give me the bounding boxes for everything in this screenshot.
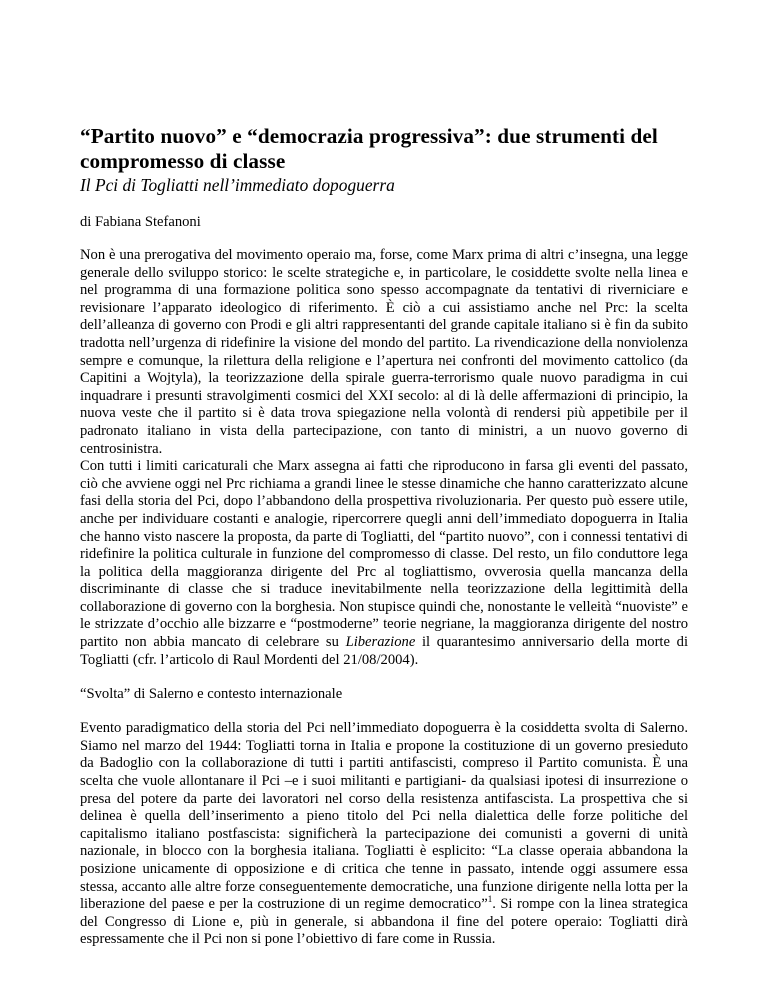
paragraph-2-text-a: Con tutti i limiti caricaturali che Marx assegna ai fatti che riproducono in farsa gli eventi del passato, ciò che avviene oggi nel Prc richiama a grandi linee le stesse dinamiche che hanno caratterizzato alcune fasi della storia del Pci, dopo l’abbandono della prospettiva rivoluzionaria. Per questo può essere utile, anche per individuare costanti e analogie, ripercorrere quegli anni dell’immediato dopoguerra in Italia che hanno visto nascere la proposta, da parte di Togliatti, del “partito nuovo”, con i connessi tentativi di ridefinire la politica culturale in funzione del compromesso di classe. Del resto, un filo conduttore lega la politica della maggioranza dirigente del Prc al togliattismo, ovverosia quella mancanza della discriminante di classe che si traduce inevitabilmente nella teorizzazione della legittimità della collaborazione di governo con la borghesia. Non stupisce quindi che, nonostante le velleità “nuoviste” e le strizzate d’occhio alle bizzarre e “postmoderne” teorie negriane, la maggioranza dirigente del nostro partito non abbia mancato di celebrare su: [80, 458, 688, 651]
article-subtitle: Il Pci di Togliatti nell’immediato dopoguerra: [80, 175, 395, 195]
paragraph-3-text-b: . Si rompe con la linea strategica del Congresso di Lione e, più in generale, si abbandona il fine del potere operaio: Togliatti dirà espressamente che il Pci non si pone l’obiettivo di fare come in Russia.: [80, 896, 688, 948]
paragraph-2: [80, 458, 688, 669]
article-title: “Partito nuovo” e “democrazia progressiva”: due strumenti del compromesso di classe: [80, 124, 658, 173]
liberazione-title: Liberazione: [345, 634, 416, 651]
document-page: [80, 124, 688, 949]
paragraph-3-text-a: Evento paradigmatico della storia del Pci nell’immediato dopoguerra è la cosiddetta svolta di Salerno. Siamo nel marzo del 1944: Togliatti torna in Italia e propone la costituzione di un governo presieduto da Badoglio con la collaborazione di tutti i partiti antifascisti, compreso il Partito comunista. È una scelta che vuole allontanare il Pci –e i suoi militanti e partigiani- da qualsiasi ipotesi di insurrezione o presa del potere da parte dei lavoratori nel corso della resistenza antifascista. La prospettiva che si delinea è quella dell’inserimento a pieno titolo del Pci nella dialettica delle forze politiche del capitalismo italiano postfascista: significherà la partecipazione dei comunisti a governi di unità nazionale, in blocco con la borghesia italiana. Togliatti è esplicito: “La classe operaia abbandona la posizione unicamente di opposizione e di critica che tenne in passato, intende oggi assumere essa stessa, accanto alle altre forze conseguentemente democratiche, una funzione dirigente nella lotta per la liberazione del paese e per la costruzione di un regime democratico”: [80, 720, 688, 913]
article-byline: di Fabiana Stefanoni: [80, 214, 201, 230]
section-heading: “Svolta” di Salerno e contesto internazionale: [80, 686, 343, 703]
paragraph-2-text-b: il quarantesimo anniversario della morte di Togliatti (cfr. l’articolo di Raul Mordenti del 21/08/2004).: [80, 634, 688, 668]
footnote-marker: 1: [487, 894, 493, 905]
paragraph-3: [80, 720, 688, 949]
paragraph-1: Non è una prerogativa del movimento operaio ma, forse, come Marx prima di altri c’insegna, una legge generale dello sviluppo storico: le scelte strategiche e, in particolare, le cosiddette svolte nella linea e nel programma di una formazione politica sono spesso accompagnate da tentativi di riverniciare e revisionare l’apparato ideologico di riferimento. È ciò a cui assistiamo anche nel Prc: la scelta dell’alleanza di governo con Prodi e gli altri rappresentanti del grande capitale italiano si è fin da subito tradotta nell’urgenza di ridefinire la visione del mondo del partito. La rivendicazione della nonviolenza sempre e comunque, la rilettura della religione e l’apertura nei confronti del movimento cattolico (da Capitini a Wojtyla), la teorizzazione della spirale guerra-terrorismo quale nuovo paradigma in cui inquadrare i presunti stravolgimenti cosmici del XXI secolo: al di là delle affermazioni di principio, la nuova veste che il partito si è data trova spiegazione nella volontà di rendersi più appetibile per il padronato italiano in vista della partecipazione, con tanto di ministri, a un nuovo governo di centrosinistra.: [80, 247, 688, 457]
